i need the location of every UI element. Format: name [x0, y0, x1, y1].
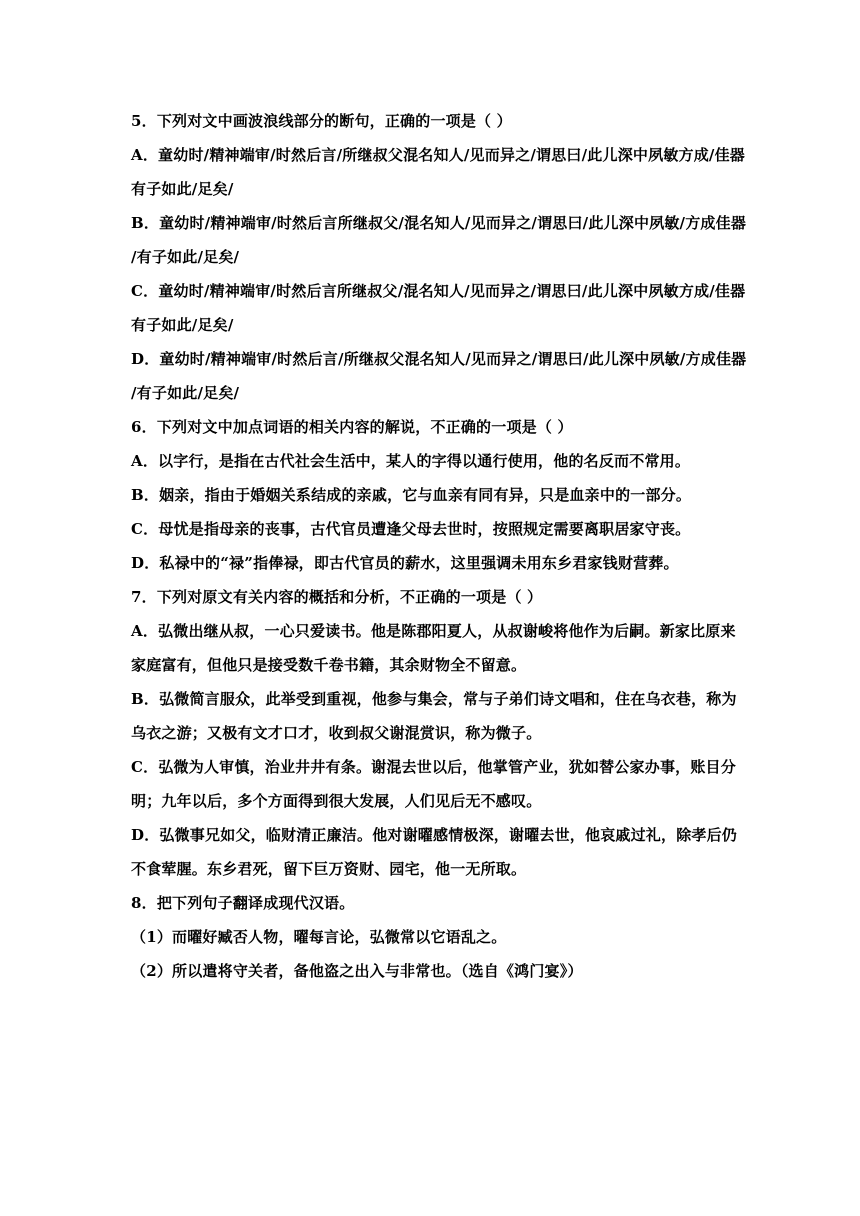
question-7-option-a: A．弘微出继从叔，一心只爱读书。他是陈郡阳夏人，从叔谢峻将他作为后嗣。新家比原来 — [131, 622, 736, 640]
question-6-option-a: A．以字行，是指在古代社会生活中，某人的字得以通行使用，他的名反而不常用。 — [131, 452, 691, 470]
question-7-option-d-cont: 不食荤腥。东乡君死，留下巨万资财、园宅，他一无所取。 — [131, 860, 527, 878]
question-5-option-a-cont: 有子如此/足矣/ — [131, 180, 234, 198]
question-7-option-d: D．弘微事兄如父，临财清正廉洁。他对谢曜感情极深，谢曜去世，他哀戚过礼，除孝后仍 — [131, 826, 738, 844]
question-8-sentence-1: （1）而曜好臧否人物，曜每言论，弘微常以它语乱之。 — [131, 928, 507, 946]
question-6-option-b: B．姻亲，指由于婚姻关系结成的亲戚，它与血亲有同有异，只是血亲中的一部分。 — [131, 486, 692, 504]
question-5-option-b: B．童幼时/精神端审/时然后言所继叔父/混名知人/见而异之/谓思曰/此儿深中夙敏/方成佳器 — [131, 214, 747, 232]
question-6-option-d: D．私禄中的“禄”指俸禄，即古代官员的薪水，这里强调未用东乡君家钱财营葬。 — [131, 554, 679, 572]
question-5-option-b-cont: /有子如此/足矣/ — [131, 248, 240, 266]
question-5-stem: 5．下列对文中画波浪线部分的断句，正确的一项是（ ） — [131, 112, 512, 130]
question-7-stem: 7．下列对原文有关内容的概括和分析，不正确的一项是（ ） — [131, 588, 543, 606]
question-6-option-c: C．母忧是指母亲的丧事，古代官员遭逢父母去世时，按照规定需要离职居家守丧。 — [131, 520, 691, 538]
question-6-stem: 6．下列对文中加点词语的相关内容的解说，不正确的一项是（ ） — [131, 418, 573, 436]
question-7-option-b: B．弘微简言服众，此举受到重视，他参与集会，常与子弟们诗文唱和，住在乌衣巷，称为 — [131, 690, 737, 708]
question-7-option-c-cont: 明；九年以后，多个方面得到很大发展，人们见后无不感叹。 — [131, 792, 542, 810]
question-5-option-d-cont: /有子如此/足矣/ — [131, 384, 240, 402]
question-8-stem: 8．把下列句子翻译成现代汉语。 — [131, 894, 355, 912]
question-7-option-b-cont: 乌衣之游；又极有文才口才，收到叔父谢混赏识，称为微子。 — [131, 724, 542, 742]
question-8-sentence-2: （2）所以遣将守关者，备他盗之出入与非常也。（选自《鸿门宴》） — [131, 962, 583, 980]
question-5-option-c: C．童幼时/精神端审/时然后言所继叔父/混名知人/见而异之/谓思曰/此儿深中夙敏方成/佳器 — [131, 282, 746, 300]
question-5-option-a: A．童幼时/精神端审/时然后言/所继叔父混名知人/见而异之/谓思曰/此儿深中夙敏方成/佳器 — [131, 146, 745, 164]
question-7-option-c: C．弘微为人审慎，治业井井有条。谢混去世以后，他掌管产业，犹如替公家办事，账目分 — [131, 758, 736, 776]
question-7-option-a-cont: 家庭富有，但他只是接受数千卷书籍，其余财物全不留意。 — [131, 656, 527, 674]
question-5-option-c-cont: 有子如此/足矣/ — [131, 316, 234, 334]
question-5-option-d: D．童幼时/精神端审/时然后言/所继叔父混名知人/见而异之/谓思曰/此儿深中夙敏/方成佳器 — [131, 350, 747, 368]
